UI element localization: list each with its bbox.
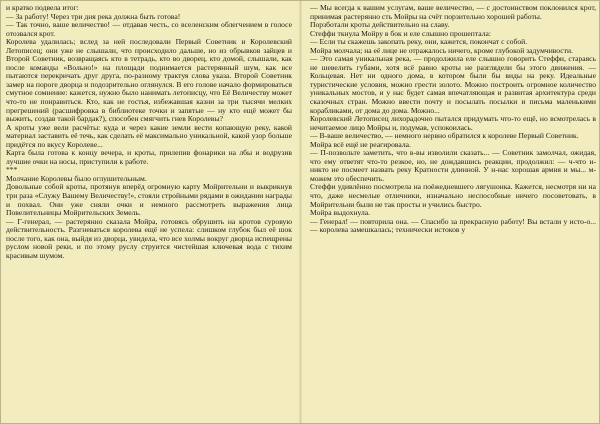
book-gutter	[299, 1, 302, 423]
right-page	[310, 4, 596, 422]
paragraph: Стеффи ткнула Мойру в бок и еле слышно прошептала:	[310, 28, 491, 38]
paragraph: Довольные собой кроты, протянув вперёд огромную карту Мойрительни и выкрикнув три раза «Служу Вашему Величеству!», стояли стройными рядами в ожидании награды и похвал. Они уже сняли очки и немного рассмотреть выражения лица Повелительницы Мойрительских Земель.	[6, 182, 292, 218]
paragraph: Порзботали кроты действительно на славу.	[310, 20, 450, 30]
paragraph: — Это самая уникальная река, — продолжила еле слышно говорить Стеффи, стараясь не шевелить губами, хотя всё равно кроты не разглядели бы этого движения. — Кольцевая. Нет ни одного дома, в котором были бы виды на реку. Идеальные туристические условия, можно грести золото. Можно построить огромное количество уникальных мостов, и у нас будет самая впечатляющая и развитая архитектура среди сказочных стран. Можно ввести почту и посылать посылки и письма маленькими корабликами, от дома до дома. Можно...	[310, 54, 596, 115]
paragraph: А кроты уже вели расчёты: куда и через какие земли вести копающую реку, какой материал заставить её течь, как сделать её максимально уникальной, какой узор больше придётся по вкусу Королеве...	[6, 122, 292, 149]
paragraph: Мойра выдохнула.	[310, 208, 371, 218]
paragraph: — Так точно, ваше величество! — отдавая честь, со вселенским облегчением в голосе отозвался крот.	[6, 20, 292, 38]
paragraph: Мойра молчала; на её лице не отражалось ничего, кроме глубокой задумчивости.	[310, 45, 573, 55]
paragraph: Карта была готова к концу вечера, и кроты, прилепив фонарики на лбы и водрузив лучшие очки на носы, приступили к работе.	[6, 148, 292, 166]
paragraph: — Если ты скажешь закопать реку, они, кажется, покончат с собой.	[310, 37, 528, 47]
paragraph: — За работу! Через три дня река должна быть готова!	[6, 11, 181, 21]
paragraph: ***	[6, 165, 18, 175]
paragraph: Мойра всё ещё не реагировала.	[310, 139, 411, 149]
left-page	[6, 4, 292, 422]
paragraph: — П-позвольте заметить, что в-вы изволили сказать... — Советник замолчал, ожидая, что ему ответят что-то резкое, но, не дождавшись реакции, продолжил: — ч-что н-никто не посмеет назвать реку Кратности длинной. У н-нас хорошая армия и мы... м-можем это обеспечить.	[310, 148, 596, 183]
paragraph: Королевский Летописец лихорадочно пытался придумать что-то ещё, но всмотрелась в нечитаемое лицо Мойры и, подумав, успокоилась.	[310, 114, 596, 132]
paragraph: — Мы всегда к вашим услугам, ваше величество, — с достоинством поклонился крот, принимая растерянно сть Мойры на счёт порзительно хорошей работы.	[310, 4, 596, 21]
paragraph: — Генерал! — повторила она. — Спасибо за прекрасную работу! Вы встали у исто-о... — королева замешкалась; технически истоков у	[310, 216, 596, 235]
paragraph: — В-ваше величество, — немного нервно обратился к королеве Первый Советник.	[310, 131, 579, 141]
paragraph: и кратко подвела итог:	[6, 4, 79, 12]
paragraph: Молчание Королевы было оглушительным.	[6, 173, 147, 183]
paragraph: Стеффи удивлённо посмотрела на поёжедневшего лягушонка. Кажется, несмотря ни на что, даже несмелые отличники, изначально неспособные ничего посоветовать, в Мойрительни были не так просты и учились быстро.	[310, 182, 596, 209]
paragraph: Королева удалилась; вслед за ней последовали Первый Советник и Королевский Летописец; они уже не слышали, что происходило дальше, но из обрывков зайцев и Второй Советник, возвращаясь кто в тетрадь, кто во дворец, кто домой, слышали, как после команды «Вольно!» на площади поднимается растерянный шум, как все пытаются перекричать друг друга, по-разному трактуя слова указа. Второй Советник замер на пороге дворца и подозрительно оглянулся. В его голове начало формироваться смутное сомнение: кажется, нужно было нанимать летописцу, что Её Величеству может что-то не понравиться. Кто, как не гостья, избежавшая казни за три тысячи мелких прегрешений (расшифровка в библиотеке точки и запятые — ну кто ещё может бы выжить, создав такой бардак?), способен смягчить гнев Королевы?	[6, 37, 292, 124]
paragraph: — Г-генерал, — растерянно сказала Мойра, готовясь обрушить на кротов суровую действительность. Разгневаться королева ещё не успела: слишком глубок был её шок после того, как она, выйдя из дворца, увидела, что все холмы вокруг дворца испещрены руслом новой реки, и по этому руслу струится чистейшая ключевая вода с тихим красивым шумом.	[6, 216, 292, 260]
